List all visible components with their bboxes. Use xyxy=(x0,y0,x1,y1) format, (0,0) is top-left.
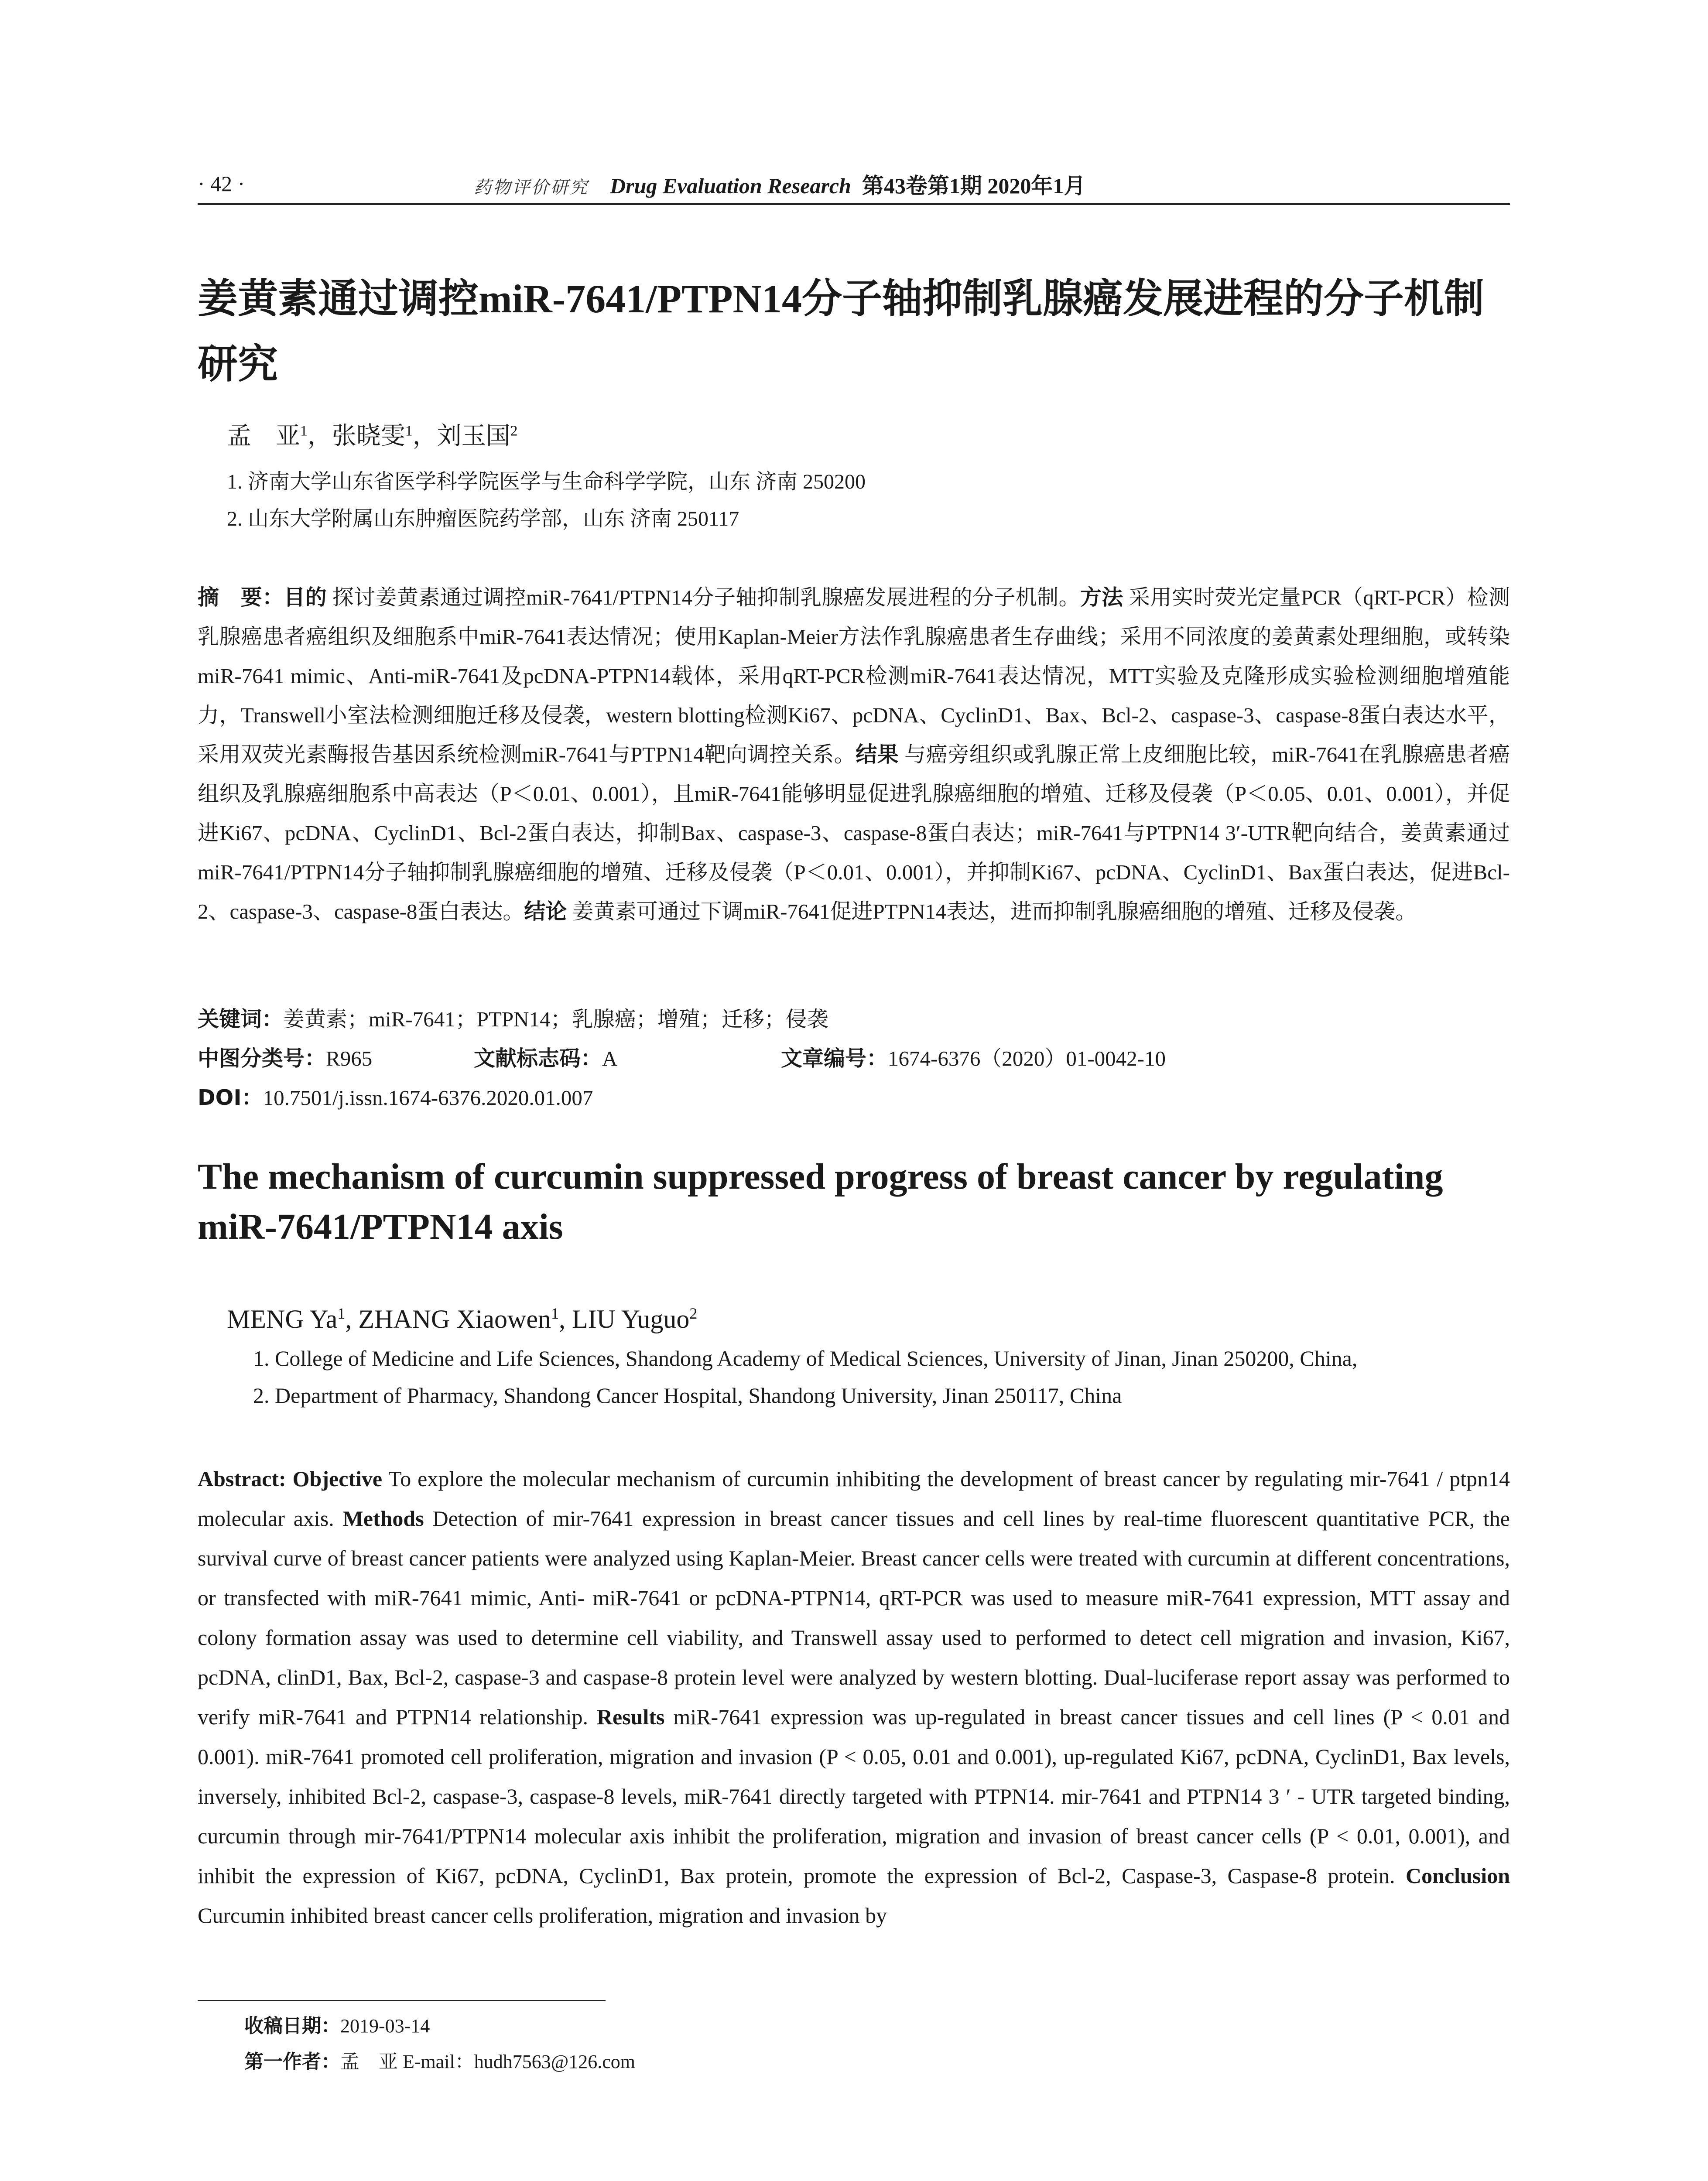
volume-issue: 第43卷第1期 2020年1月 xyxy=(862,174,1086,198)
first-author: 第一作者：孟 亚 E-mail：hudh7563@126.com xyxy=(244,2051,636,2073)
header-rule xyxy=(198,203,1510,205)
journal-logo: 药物评价研究 xyxy=(474,178,589,197)
page-number: · 42 · xyxy=(198,171,245,196)
authors-en: MENG Ya$^1$, ZHANG Xiaowen$^1$, LIU Yuguo$^2$ xyxy=(227,1305,698,1333)
affiliation-en-2: 2. Department of Pharmacy, Shandong Cancer Hospital, Shandong University, Jinan 250117, China xyxy=(253,1383,1122,1408)
journal-name-en: Drug Evaluation Research xyxy=(610,174,851,198)
doi: DOI：10.7501/j.issn.1674-6376.2020.01.007 xyxy=(198,1085,593,1110)
received-date: 收稿日期：2019-03-14 xyxy=(244,2015,430,2037)
keywords-cn: 关键词：姜黄素；miR-7641；PTPN14；乳腺癌；增殖；迁移；侵袭 xyxy=(198,1007,828,1032)
affiliation-en-1: 1. College of Medicine and Life Sciences, Shandong Academy of Medical Sciences, University of Jinan, Jinan 250200, China, xyxy=(253,1346,1358,1371)
article-number: 文章编号：1674-6376（2020）01-0042-10 xyxy=(781,1046,1166,1071)
footnote-rule xyxy=(198,2000,606,2001)
abstract-cn: 摘 要：目的 探讨姜黄素通过调控miR-7641/PTPN14分子轴抑制乳腺癌发展进程的分子机制。方法 采用实时荧光定量PCR（qRT-PCR）检测乳腺癌患者癌组织及细胞系中miR-7641表达情况；使用Kaplan-Meier方法作乳腺癌患者生存曲线；采用不同浓度的姜黄素处理细胞，或转染miR-7641 mimic、Anti-miR-7641及pcDNA-PTPN14载体，采用qRT-PCR检测miR-7641表达情况，MTT实验及克隆形成实验检测细胞增殖能力，Transwell小室法检测细胞迁移及侵袭，western blotting检测Ki67、pcDNA、CyclinD1、Bax、Bcl-2、caspase-3、caspase-8蛋白表达水平，采用双荧光素酶报告基因系统检测miR-7641与PTPN14靶向调控关系。结果 与癌旁组织或乳腺正常上皮细胞比较，miR-7641在乳腺癌患者癌组织及乳腺癌细胞系中高表达（P＜0.01、0.001），且miR-7641能够明显促进乳腺癌细胞的增殖、迁移及侵袭（P＜0.05、0.01、0.001），并促进Ki67、pcDNA、CyclinD1、Bcl-2蛋白表达，抑制Bax、caspase-3、caspase-8蛋白表达；miR-7641与PTPN14 3′-UTR靶向结合，姜黄素通过miR-7641/PTPN14分子轴抑制乳腺癌细胞的增殖、迁移及侵袭（P＜0.01、0.001），并抑制Ki67、pcDNA、CyclinD1、Bax蛋白表达，促进Bcl-2、caspase-3、caspase-8蛋白表达。结论 姜黄素可通过下调miR-7641促进PTPN14表达，进而抑制乳腺癌细胞的增殖、迁移及侵袭。 xyxy=(198,585,1510,924)
classification-line: 中图分类号：R965 xyxy=(198,1046,373,1071)
document-code: 文献标志码：A xyxy=(474,1046,618,1071)
title-en: The mechanism of curcumin suppressed progress of breast cancer by regulating miR-7641/PTPN14 axis xyxy=(198,1156,1443,1247)
authors-cn: 孟 亚$^1$，张晓雯$^1$，刘玉国$^2$ xyxy=(227,423,518,450)
title-cn: 姜黄素通过调控miR-7641/PTPN14分子轴抑制乳腺癌发展进程的分子机制研究 xyxy=(198,277,1485,386)
running-header xyxy=(474,168,1085,200)
affiliation-cn-2: 2. 山东大学附属山东肿瘤医院药学部，山东 济南 250117 xyxy=(227,507,739,530)
affiliation-cn-1: 1. 济南大学山东省医学科学院医学与生命科学学院，山东 济南 250200 xyxy=(227,470,866,493)
abstract-en: Abstract: Objective To explore the molecular mechanism of curcumin inhibiting the development of breast cancer by regulating mir-7641 / ptpn14 molecular axis. Methods Detection of mir-7641 expression in breast cancer tissues and cell lines by real-time fluorescent quantitative PCR, the survival curve of breast cancer patients were analyzed using Kaplan-Meier. Breast cancer cells were treated with curcumin at different concentrations, or transfected with miR-7641 mimic, Anti- miR-7641 or pcDNA-PTPN14, qRT-PCR was used to measure miR-7641 expression, MTT assay and colony formation assay was used to determine cell viability, and Transwell assay used to performed to detect cell migration and invasion, Ki67, pcDNA, clinD1, Bax, Bcl-2, caspase-3 and caspase-8 protein level were analyzed by western blotting. Dual-luciferase report assay was performed to verify miR-7641 and PTPN14 relationship. Results miR-7641 expression was up-regulated in breast cancer tissues and cell lines (P < 0.01 and 0.001). miR-7641 promoted cell proliferation, migration and invasion (P < 0.05, 0.01 and 0.001), up-regulated Ki67, pcDNA, CyclinD1, Bax levels, inversely, inhibited Bcl-2, caspase-3, caspase-8 levels, miR-7641 directly targeted with PTPN14. mir-7641 and PTPN14 3 ′ - UTR targeted binding, curcumin through mir-7641/PTPN14 molecular axis inhibit the proliferation, migration and invasion of breast cancer cells (P < 0.01, 0.001), and inhibit the expression of Ki67, pcDNA, CyclinD1, Bax protein, promote the expression of Bcl-2, Caspase-3, Caspase-8 protein. Conclusion Curcumin inhibited breast cancer cells proliferation, migration and invasion by xyxy=(198,1467,1510,1928)
